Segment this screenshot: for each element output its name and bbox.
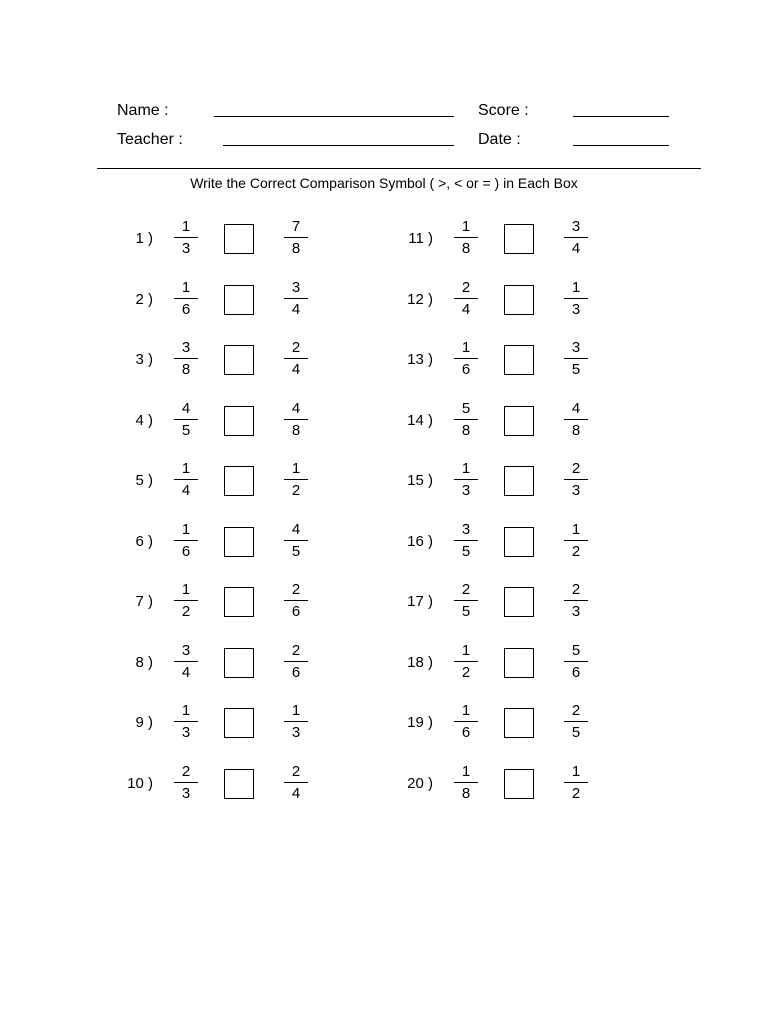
answer-box[interactable] bbox=[504, 648, 534, 678]
left-fraction bbox=[173, 641, 199, 682]
problem-number: 1 ) bbox=[135, 230, 153, 247]
numerator: 2 bbox=[181, 763, 191, 780]
denominator: 6 bbox=[291, 603, 301, 620]
problem-number: 19 ) bbox=[407, 714, 433, 731]
answer-box[interactable] bbox=[224, 285, 254, 315]
numerator: 1 bbox=[181, 460, 191, 477]
denominator: 2 bbox=[571, 543, 581, 560]
denominator: 6 bbox=[571, 664, 581, 681]
numerator: 3 bbox=[571, 339, 581, 356]
problem-13 bbox=[395, 338, 635, 384]
right-fraction bbox=[563, 278, 589, 319]
denominator: 5 bbox=[461, 543, 471, 560]
name-field[interactable] bbox=[214, 116, 454, 117]
left-fraction bbox=[453, 459, 479, 500]
right-fraction bbox=[283, 459, 309, 500]
right-fraction bbox=[283, 278, 309, 319]
answer-box[interactable] bbox=[504, 224, 534, 254]
left-fraction bbox=[453, 217, 479, 258]
right-fraction bbox=[283, 762, 309, 803]
denominator: 6 bbox=[181, 301, 191, 318]
right-fraction bbox=[283, 580, 309, 621]
score-label: Score : bbox=[478, 102, 529, 119]
numerator: 2 bbox=[571, 702, 581, 719]
problem-number: 17 ) bbox=[407, 593, 433, 610]
denominator: 3 bbox=[181, 240, 191, 257]
answer-box[interactable] bbox=[504, 466, 534, 496]
denominator: 8 bbox=[571, 422, 581, 439]
denominator: 4 bbox=[291, 361, 301, 378]
numerator: 4 bbox=[291, 400, 301, 417]
denominator: 3 bbox=[571, 603, 581, 620]
problem-20 bbox=[395, 762, 635, 808]
answer-box[interactable] bbox=[504, 406, 534, 436]
problem-16 bbox=[395, 520, 635, 566]
problem-10 bbox=[115, 762, 355, 808]
problem-15 bbox=[395, 459, 635, 505]
numerator: 3 bbox=[181, 339, 191, 356]
denominator: 3 bbox=[461, 482, 471, 499]
problem-number: 11 ) bbox=[408, 230, 433, 247]
problem-number: 20 ) bbox=[407, 775, 433, 792]
problem-5 bbox=[115, 459, 355, 505]
numerator: 1 bbox=[461, 339, 471, 356]
problem-8 bbox=[115, 641, 355, 687]
problem-17 bbox=[395, 580, 635, 626]
numerator: 1 bbox=[181, 581, 191, 598]
right-fraction bbox=[563, 580, 589, 621]
problem-number: 18 ) bbox=[407, 654, 433, 671]
right-fraction bbox=[563, 520, 589, 561]
denominator: 8 bbox=[461, 785, 471, 802]
answer-box[interactable] bbox=[504, 587, 534, 617]
problem-18 bbox=[395, 641, 635, 687]
problem-number: 15 ) bbox=[407, 472, 433, 489]
problem-6 bbox=[115, 520, 355, 566]
numerator: 3 bbox=[571, 218, 581, 235]
right-fraction bbox=[563, 338, 589, 379]
date-label: Date : bbox=[478, 131, 521, 148]
left-fraction bbox=[173, 701, 199, 742]
numerator: 5 bbox=[461, 400, 471, 417]
answer-box[interactable] bbox=[504, 527, 534, 557]
problem-4 bbox=[115, 399, 355, 445]
denominator: 8 bbox=[461, 422, 471, 439]
numerator: 7 bbox=[291, 218, 301, 235]
numerator: 1 bbox=[461, 218, 471, 235]
date-field[interactable] bbox=[573, 145, 669, 146]
denominator: 2 bbox=[461, 664, 471, 681]
left-fraction bbox=[173, 217, 199, 258]
numerator: 2 bbox=[291, 339, 301, 356]
right-fraction bbox=[563, 399, 589, 440]
name-label: Name : bbox=[117, 102, 169, 119]
numerator: 1 bbox=[461, 702, 471, 719]
answer-box[interactable] bbox=[224, 466, 254, 496]
left-fraction bbox=[173, 459, 199, 500]
left-fraction bbox=[453, 641, 479, 682]
problem-number: 7 ) bbox=[135, 593, 153, 610]
answer-box[interactable] bbox=[504, 345, 534, 375]
header-divider bbox=[97, 168, 701, 169]
problem-number: 2 ) bbox=[135, 291, 153, 308]
instructions: Write the Correct Comparison Symbol ( >, < or = ) in Each Box bbox=[190, 175, 578, 191]
denominator: 8 bbox=[181, 361, 191, 378]
numerator: 1 bbox=[181, 218, 191, 235]
numerator: 2 bbox=[571, 460, 581, 477]
numerator: 5 bbox=[571, 642, 581, 659]
right-fraction bbox=[563, 762, 589, 803]
denominator: 4 bbox=[291, 785, 301, 802]
problem-number: 4 ) bbox=[135, 412, 153, 429]
left-fraction bbox=[453, 278, 479, 319]
problem-2 bbox=[115, 278, 355, 324]
denominator: 4 bbox=[291, 301, 301, 318]
numerator: 4 bbox=[181, 400, 191, 417]
denominator: 5 bbox=[291, 543, 301, 560]
denominator: 6 bbox=[181, 543, 191, 560]
problem-19 bbox=[395, 701, 635, 747]
right-fraction bbox=[283, 217, 309, 258]
numerator: 1 bbox=[461, 642, 471, 659]
left-fraction bbox=[173, 399, 199, 440]
right-fraction bbox=[283, 641, 309, 682]
right-fraction bbox=[283, 338, 309, 379]
numerator: 4 bbox=[571, 400, 581, 417]
denominator: 6 bbox=[291, 664, 301, 681]
problem-number: 14 ) bbox=[407, 412, 433, 429]
denominator: 6 bbox=[461, 724, 471, 741]
numerator: 1 bbox=[571, 279, 581, 296]
denominator: 3 bbox=[181, 785, 191, 802]
denominator: 5 bbox=[571, 724, 581, 741]
denominator: 2 bbox=[571, 785, 581, 802]
numerator: 3 bbox=[181, 642, 191, 659]
problem-number: 13 ) bbox=[407, 351, 433, 368]
numerator: 4 bbox=[291, 521, 301, 538]
left-fraction bbox=[453, 520, 479, 561]
left-fraction bbox=[453, 762, 479, 803]
problem-7 bbox=[115, 580, 355, 626]
denominator: 3 bbox=[291, 724, 301, 741]
numerator: 1 bbox=[571, 521, 581, 538]
left-fraction bbox=[173, 520, 199, 561]
answer-box[interactable] bbox=[504, 285, 534, 315]
denominator: 5 bbox=[461, 603, 471, 620]
problem-11 bbox=[395, 217, 635, 263]
numerator: 2 bbox=[291, 642, 301, 659]
numerator: 1 bbox=[461, 763, 471, 780]
problem-number: 8 ) bbox=[135, 654, 153, 671]
left-fraction bbox=[173, 278, 199, 319]
right-fraction bbox=[563, 459, 589, 500]
problem-12 bbox=[395, 278, 635, 324]
right-fraction bbox=[563, 701, 589, 742]
denominator: 4 bbox=[571, 240, 581, 257]
denominator: 8 bbox=[461, 240, 471, 257]
numerator: 1 bbox=[571, 763, 581, 780]
right-fraction bbox=[283, 701, 309, 742]
answer-box[interactable] bbox=[224, 345, 254, 375]
numerator: 1 bbox=[291, 702, 301, 719]
problem-3 bbox=[115, 338, 355, 384]
denominator: 6 bbox=[461, 361, 471, 378]
left-fraction bbox=[453, 701, 479, 742]
numerator: 1 bbox=[181, 702, 191, 719]
problem-1 bbox=[115, 217, 355, 263]
answer-box[interactable] bbox=[224, 587, 254, 617]
right-fraction bbox=[563, 641, 589, 682]
numerator: 2 bbox=[571, 581, 581, 598]
left-fraction bbox=[453, 399, 479, 440]
problem-number: 9 ) bbox=[135, 714, 153, 731]
answer-box[interactable] bbox=[224, 769, 254, 799]
left-fraction bbox=[173, 762, 199, 803]
denominator: 3 bbox=[181, 724, 191, 741]
numerator: 1 bbox=[181, 279, 191, 296]
left-fraction bbox=[173, 580, 199, 621]
numerator: 1 bbox=[461, 460, 471, 477]
right-fraction bbox=[283, 520, 309, 561]
problem-number: 16 ) bbox=[407, 533, 433, 550]
denominator: 5 bbox=[181, 422, 191, 439]
denominator: 3 bbox=[571, 482, 581, 499]
right-fraction bbox=[563, 217, 589, 258]
problem-number: 3 ) bbox=[135, 351, 153, 368]
teacher-field[interactable] bbox=[223, 145, 454, 146]
answer-box[interactable] bbox=[224, 708, 254, 738]
problem-number: 12 ) bbox=[407, 291, 433, 308]
numerator: 1 bbox=[181, 521, 191, 538]
answer-box[interactable] bbox=[224, 406, 254, 436]
left-fraction bbox=[453, 338, 479, 379]
denominator: 5 bbox=[571, 361, 581, 378]
denominator: 3 bbox=[571, 301, 581, 318]
numerator: 1 bbox=[291, 460, 301, 477]
answer-box[interactable] bbox=[224, 527, 254, 557]
denominator: 4 bbox=[181, 664, 191, 681]
numerator: 2 bbox=[291, 581, 301, 598]
numerator: 2 bbox=[291, 763, 301, 780]
denominator: 4 bbox=[181, 482, 191, 499]
numerator: 2 bbox=[461, 279, 471, 296]
denominator: 8 bbox=[291, 240, 301, 257]
right-fraction bbox=[283, 399, 309, 440]
denominator: 2 bbox=[291, 482, 301, 499]
left-fraction bbox=[453, 580, 479, 621]
numerator: 3 bbox=[291, 279, 301, 296]
answer-box[interactable] bbox=[504, 769, 534, 799]
problem-number: 10 ) bbox=[127, 775, 153, 792]
numerator: 2 bbox=[461, 581, 471, 598]
problem-number: 5 ) bbox=[135, 472, 153, 489]
problem-14 bbox=[395, 399, 635, 445]
problem-number: 6 ) bbox=[135, 533, 153, 550]
teacher-label: Teacher : bbox=[117, 131, 183, 148]
answer-box[interactable] bbox=[224, 224, 254, 254]
left-fraction bbox=[173, 338, 199, 379]
denominator: 8 bbox=[291, 422, 301, 439]
denominator: 2 bbox=[181, 603, 191, 620]
problem-9 bbox=[115, 701, 355, 747]
numerator: 3 bbox=[461, 521, 471, 538]
denominator: 4 bbox=[461, 301, 471, 318]
score-field[interactable] bbox=[573, 116, 669, 117]
answer-box[interactable] bbox=[504, 708, 534, 738]
answer-box[interactable] bbox=[224, 648, 254, 678]
